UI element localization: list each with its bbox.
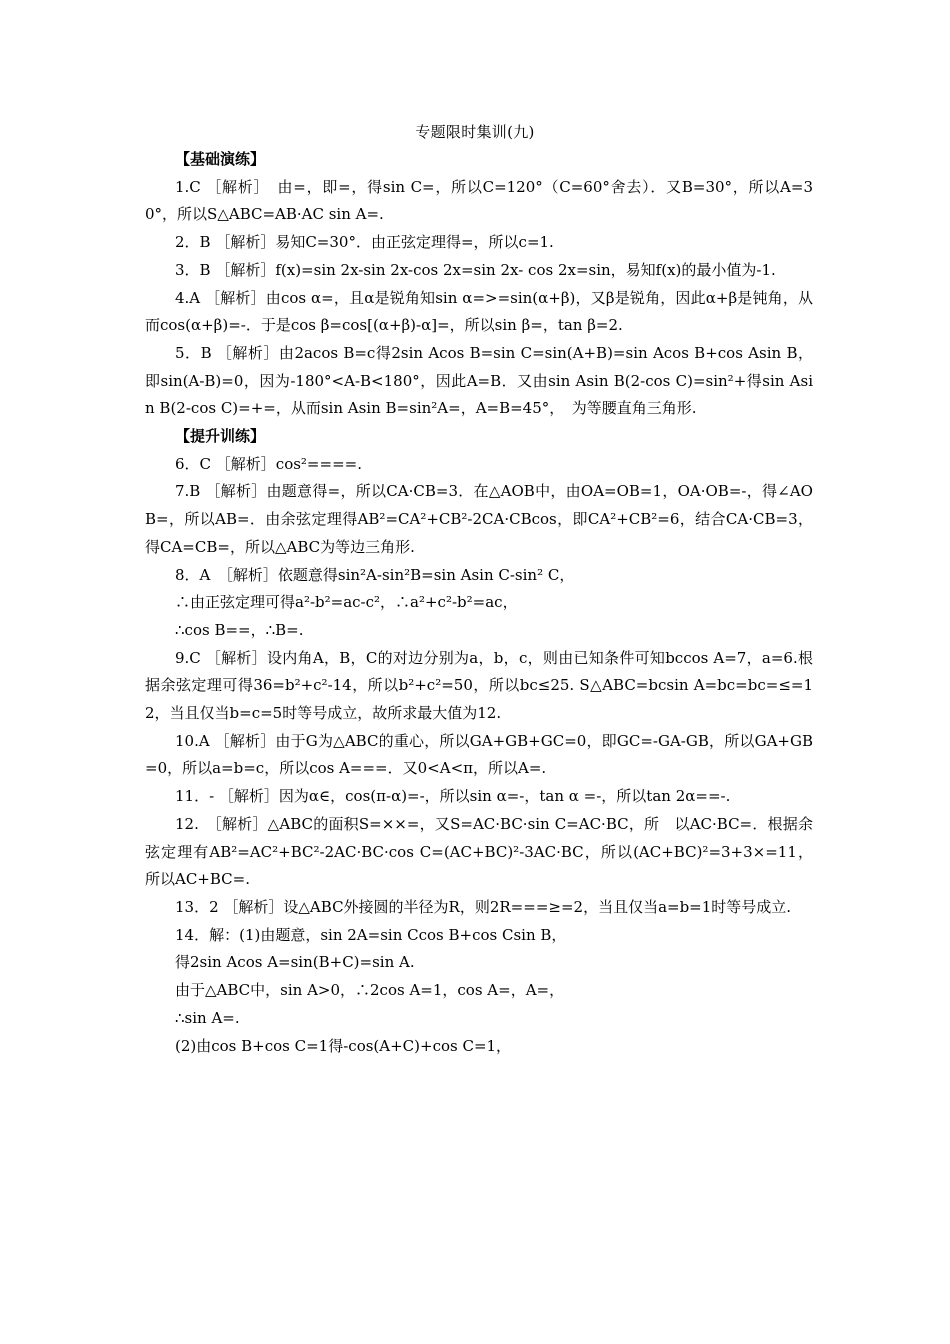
answer-13: 13．2 ［解析］设△ABC外接圆的半径为R，则2R===≥=2，当且仅当a=b=1时等号成立. — [175, 897, 792, 916]
answer-12: 12. ［解析］△ABC的面积S=××=，又S=AC·BC·sin C=AC·BC，所 以AC·BC=．根据余弦定理有AB²=AC²+BC²-2AC·BC·cos C=(AC+BC)²-3AC·BC，所以(AC+BC)²=3+3×=11，所以AC+BC=. — [145, 814, 813, 889]
answer-10: 10.A ［解析］由于G为△ABC的重心，所以GA+GB+GC=0，即GC=-GA-GB，所以GA+GB=0，所以a=b=c，所以cos A===．又0<A<π，所以A=. — [145, 731, 813, 778]
answer-8-line-2: ∴由正弦定理可得a²-b²=ac-c²，∴a²+c²-b²=ac， — [175, 593, 518, 612]
answer-8-line-3: ∴cos B==，∴B=. — [175, 620, 304, 639]
page-title: 专题限时集训(九) — [415, 123, 535, 141]
answer-8-line-1: 8．A ［解析］依题意得sin²A-sin²B=sin Asin C-sin² C， — [175, 565, 575, 584]
answer-14-line-5: (2)由cos B+cos C=1得-cos(A+C)+cos C=1， — [175, 1036, 512, 1055]
answer-2: 2．B ［解析］易知C=30°．由正弦定理得=，所以c=1. — [175, 233, 554, 252]
solution-content — [145, 146, 813, 1060]
answer-7: 7.B ［解析］由题意得=，所以CA·CB=3．在△AOB中，由OA=OB=1，OA·OB=-，得∠AOB=，所以AB=．由余弦定理得AB²=CA²+CB²-2CA·CBcos，即CA²+CB²=6，结合CA·CB=3，得CA=CB=，所以△ABC为等边三角形. — [145, 482, 813, 556]
section-heading-basic: 【基础演练】 — [175, 150, 266, 168]
section-heading-advanced: 【提升训练】 — [175, 427, 266, 446]
answer-5: 5．B ［解析］由2acos B=c得2sin Acos B=sin C=sin(A+B)=sin Acos B+cos Asin B，即sin(A-B)=0，因为-180°<A-B<180°，因此A=B．又由sin Asin B(2-cos C)=sin²+得sin Asin B(2-cos C)=+=，从而sin Asin B=sin²A=，A=B=45°， 为等腰直角三角形. — [145, 343, 813, 418]
answer-11: 11．- ［解析］因为α∈，cos(π-α)=-，所以sin α=-，tan α =-，所以tan 2α==-. — [175, 787, 731, 806]
answer-4: 4.A ［解析］由cos α=，且α是锐角知sin α=>=sin(α+β)，又β是锐角，因此α+β是钝角，从而cos(α+β)=-．于是cos β=cos[(α+β)-α]=，所以sin β=，tan β=2. — [145, 288, 813, 335]
answer-14-line-1: 14．解：(1)由题意，sin 2A=sin Ccos B+cos Csin B， — [175, 925, 567, 944]
answer-1: 1.C ［解析］ 由=，即=，得sin C=，所以C=120°（C=60°舍去）．又B=30°，所以A=30°，所以S△ABC=AB·AC sin A=. — [145, 177, 813, 224]
answer-14-line-2: 得2sin Acos A=sin(B+C)=sin A. — [175, 953, 415, 972]
answer-14-line-3: 由于△ABC中，sin A>0，∴2cos A=1，cos A=，A=， — [175, 981, 565, 1000]
answer-3: 3．B ［解析］f(x)=sin 2x-sin 2x-cos 2x=sin 2x- cos 2x=sin，易知f(x)的最小值为-1. — [175, 260, 776, 279]
answer-14-line-4: ∴sin A=. — [175, 1008, 240, 1027]
answer-6: 6．C ［解析］cos²====. — [175, 454, 362, 473]
answer-9: 9.C ［解析］设内角A，B，C的对边分别为a，b，c，则由已知条件可知bccos A=7，a=6.根据余弦定理可得36=b²+c²-14，所以b²+c²=50，所以bc≤25. S△ABC=bcsin A=bc=bc=≤=12，当且仅当b=c=5时等号成立，故所求最大值为12. — [145, 648, 813, 723]
